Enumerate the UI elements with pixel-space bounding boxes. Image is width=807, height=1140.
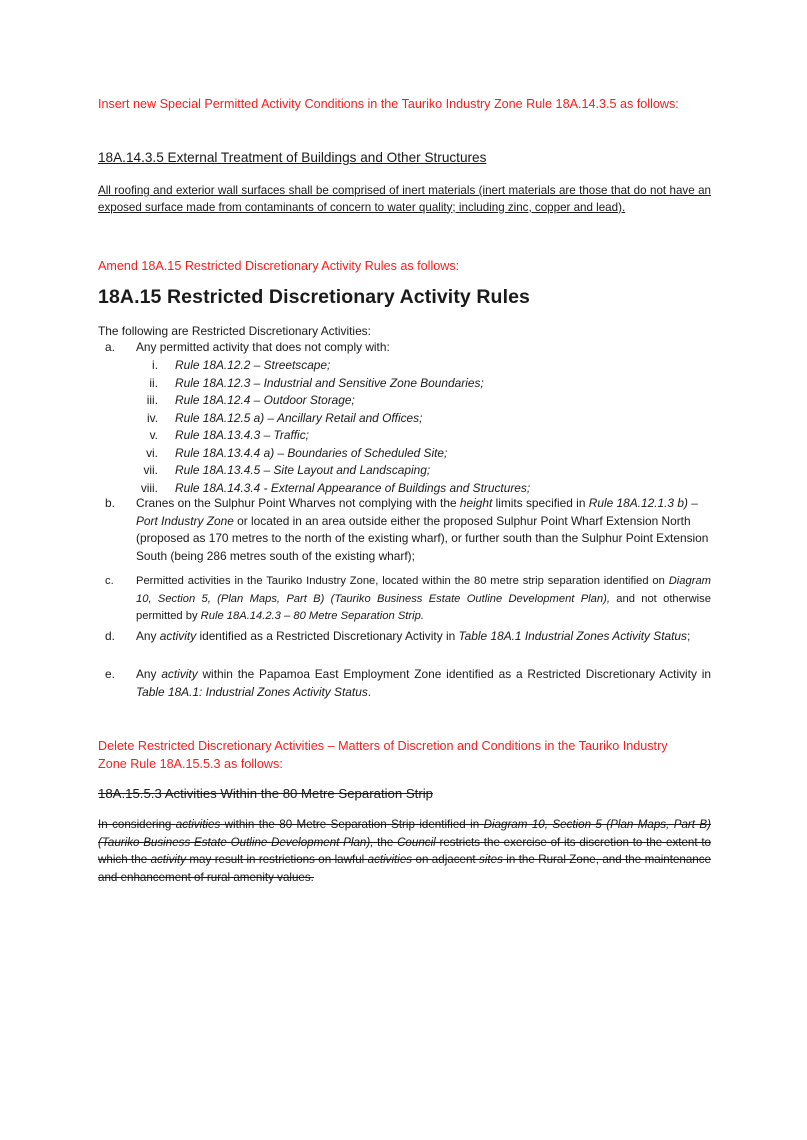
- sub-text: Rule 18A.12.2 – Streetscape;: [175, 358, 331, 372]
- sub-text: Rule 18A.13.4.5 – Site Layout and Landscaping;: [175, 463, 431, 477]
- rule-body-18a-14-3-5: All roofing and exterior wall surfaces shall be comprised of inert materials (inert materials are those that do not have an exposed surface made from contaminants of concern to water quality; including zinc, copper and lead).: [98, 184, 711, 214]
- list-item-text: Cranes on the Sulphur Point Wharves not complying with the height limits specified in Rule 18A.12.1.3 b) – Port Industry Zone or located in an area outside either the proposed Sulphur Point Wharf Extension North (proposed as 170 metres to the north of the existing wharf), or further south than the Sulphur Point Extension South (being 286 metres south of the existing wharf);: [136, 496, 709, 563]
- sub-text: Rule 18A.13.4.3 – Traffic;: [175, 428, 309, 442]
- instruction-delete: Delete Restricted Discretionary Activities – Matters of Discretion and Conditions in the Tauriko Industry Zone Rule 18A.15.5.3 as follows:: [98, 739, 668, 771]
- sub-text: Rule 18A.13.4.4 a) – Boundaries of Scheduled Site;: [175, 445, 448, 460]
- sub-marker: viii.: [140, 480, 158, 495]
- list-item-text: Any activity identified as a Restricted Discretionary Activity in Table 18A.1 Industrial Zones Activity Status;: [136, 629, 691, 643]
- instruction-insert: Insert new Special Permitted Activity Conditions in the Tauriko Industry Zone Rule 18A.14.3.5 as follows:: [98, 97, 679, 111]
- rule-heading-18a-14-3-5: 18A.14.3.5 External Treatment of Buildings and Other Structures: [98, 150, 487, 165]
- instruction-amend: Amend 18A.15 Restricted Discretionary Activity Rules as follows:: [98, 259, 460, 273]
- sub-marker: vii.: [143, 463, 158, 477]
- list-marker: b.: [105, 496, 115, 510]
- section-title-18a-15: 18A.15 Restricted Discretionary Activity Rules: [98, 286, 530, 308]
- sub-text: Rule 18A.14.3.4 - External Appearance of Buildings and Structures;: [175, 480, 531, 495]
- rule-heading-18a-15-5-3-deleted: 18A.15.5.3 Activities Within the 80 Metre Separation Strip: [98, 786, 433, 801]
- list-marker: c.: [105, 575, 114, 587]
- sub-marker: iv.: [146, 410, 158, 425]
- intro-text: The following are Restricted Discretionary Activities:: [98, 324, 371, 338]
- list-item-text: Permitted activities in the Tauriko Industry Zone, located within the 80 metre strip separation identified on Diagram 10, Section 5, (Plan Maps, Part B) (Tauriko Business Estate Outline Development Plan), and not otherwise permitted by Rule 18A.14.2.3 – 80 Metre Separation Strip.: [136, 575, 711, 622]
- sub-marker: ii.: [149, 375, 158, 390]
- sub-marker: v.: [149, 428, 158, 442]
- sub-marker: iii.: [146, 393, 158, 407]
- sub-text: Rule 18A.12.3 – Industrial and Sensitive Zone Boundaries;: [175, 375, 484, 390]
- list-item-text: Any activity within the Papamoa East Employment Zone identified as a Restricted Discretionary Activity in Table 18A.1: Industrial Zones Activity Status.: [136, 667, 712, 699]
- list-marker: d.: [105, 629, 115, 643]
- sub-text: Rule 18A.12.5 a) – Ancillary Retail and Offices;: [175, 410, 423, 425]
- list-marker: e.: [105, 667, 115, 681]
- sub-marker: i.: [152, 358, 158, 372]
- list-item-text: Any permitted activity that does not comply with:: [136, 340, 390, 354]
- rule-body-18a-15-5-3-deleted: In considering activities within the 80 Metre Separation Strip identified in Diagram 10, Section 5 (Plan Maps, Part B) (Tauriko Business Estate Outline Development Plan), the Council restricts the exercise of its discretion to the extent to which the activity may result in restrictions on lawful activities on adjacent sites in the Rural Zone, and the maintenance and enhancement of rural amenity values.: [98, 818, 711, 884]
- sub-marker: vi.: [146, 445, 158, 460]
- sub-text: Rule 18A.12.4 – Outdoor Storage;: [175, 393, 355, 407]
- list-marker: a.: [105, 340, 115, 354]
